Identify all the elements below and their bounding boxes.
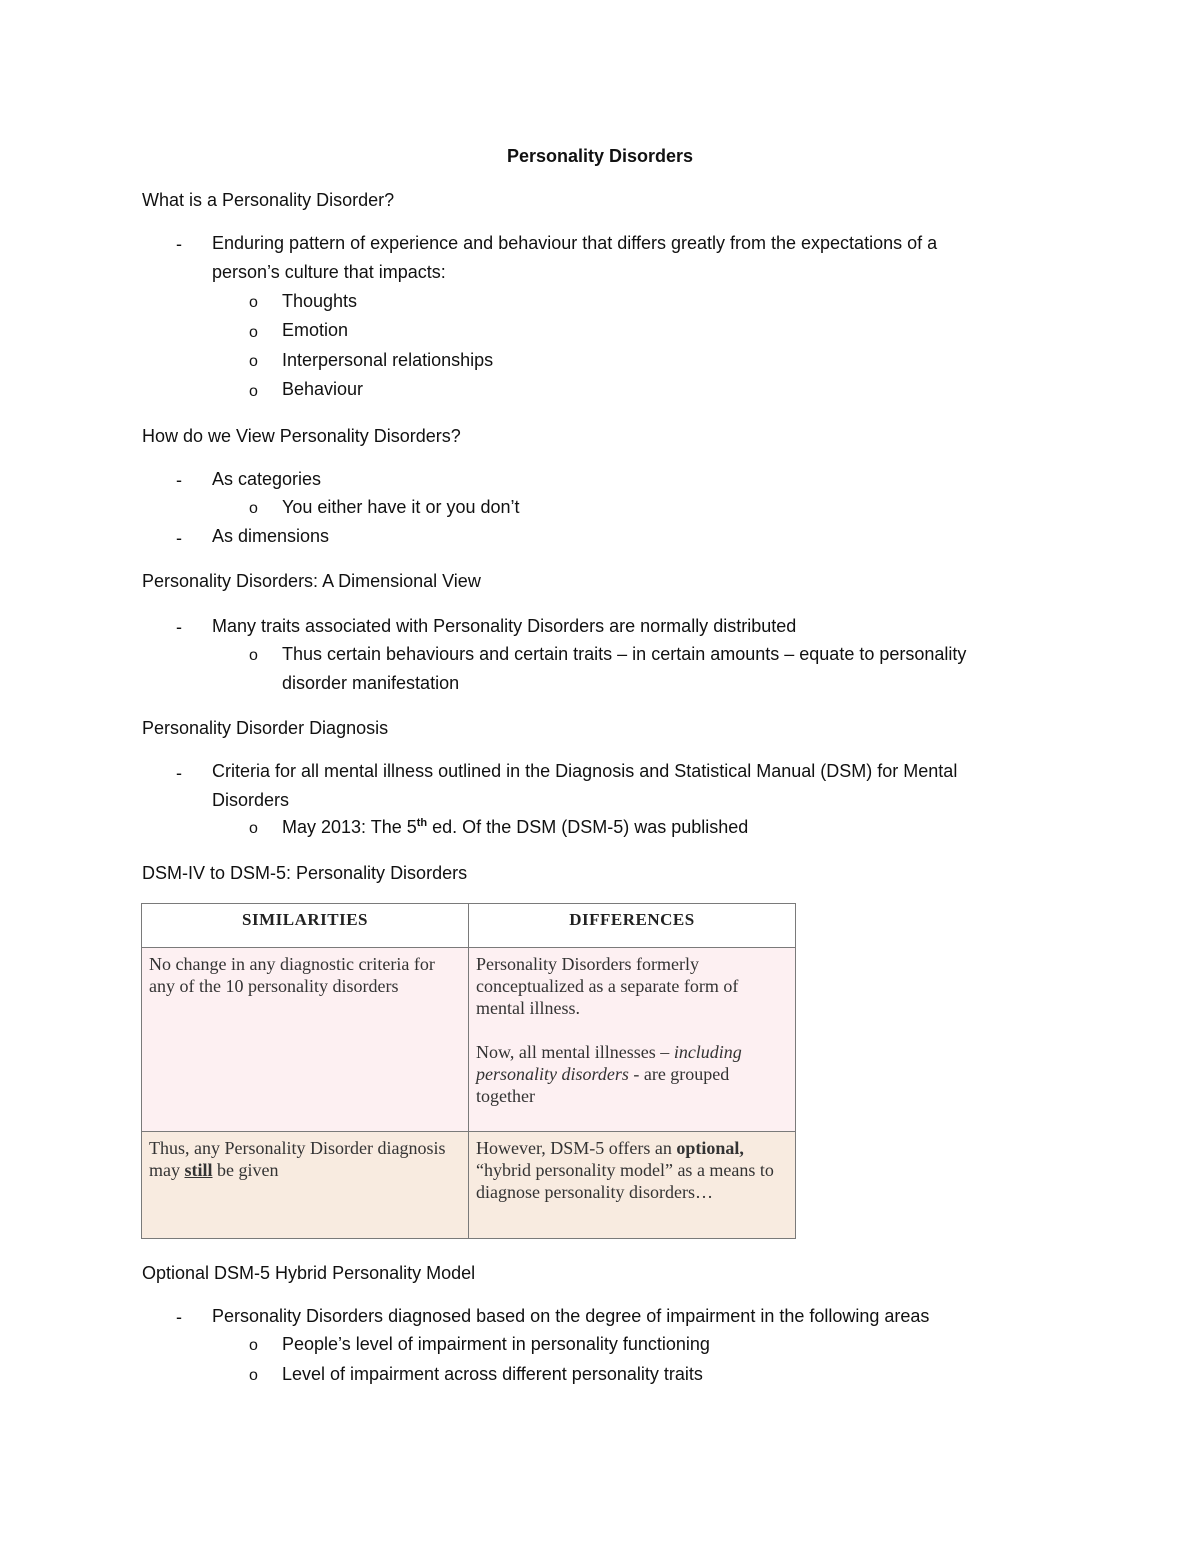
- difference-paragraph: [476, 1041, 788, 1107]
- heading-what-is: What is a Personality Disorder?: [142, 190, 395, 210]
- sub-bullet-marker: o: [249, 500, 258, 517]
- sub-bullet-marker: o: [249, 820, 258, 837]
- text-run: May 2013: The 5: [282, 817, 417, 837]
- bullet-line: Enduring pattern of experience and behaviour that differs greatly from the expectations of a: [212, 233, 938, 253]
- sub-bullet-marker: o: [249, 294, 258, 311]
- sub-item-personality-traits: Level of impairment across different personality traits: [282, 1364, 703, 1384]
- cell-difference-1: [469, 948, 796, 1132]
- sub-item-thoughts: Thoughts: [282, 291, 358, 311]
- table-header-row: [142, 904, 796, 948]
- sub-bullet-marker: o: [249, 383, 258, 400]
- bullet-line: Criteria for all mental illness outlined in the Diagnosis and Statistical Manual (DSM) for Mental: [212, 761, 958, 781]
- dash-marker: -: [176, 234, 182, 254]
- heading-how-view: How do we View Personality Disorders?: [142, 426, 461, 446]
- table-row: [142, 1132, 796, 1239]
- heading-dimensional: Personality Disorders: A Dimensional View: [142, 571, 481, 591]
- sub-bullet-marker: o: [249, 353, 258, 370]
- sub-item-personality-functioning: People’s level of impairment in personality functioning: [282, 1334, 710, 1354]
- sub-item-either: You either have it or you don’t: [282, 497, 520, 517]
- superscript: th: [416, 817, 428, 829]
- comparison-table: [141, 903, 796, 1239]
- sub-item-may-2013: [282, 813, 1052, 842]
- cell-difference-2: [469, 1132, 796, 1239]
- sub-line: disorder manifestation: [282, 673, 460, 693]
- heading-diagnosis: Personality Disorder Diagnosis: [142, 718, 389, 738]
- bullet-line: Disorders: [212, 790, 290, 810]
- sub-bullet-marker: o: [249, 1367, 258, 1384]
- difference-paragraph: Personality Disorders formerly conceptualized as a separate form of mental illness.: [476, 954, 739, 1018]
- header-differences: DIFFERENCES: [469, 904, 796, 948]
- bold-text: optional,: [676, 1138, 744, 1158]
- text-run: “hybrid personality model” as a means to diagnose personality disorders…: [476, 1160, 774, 1202]
- text-run: be given: [212, 1160, 279, 1180]
- table-row: [142, 948, 796, 1132]
- sub-bullet-marker: o: [249, 324, 258, 341]
- sub-bullet-marker: o: [249, 1337, 258, 1354]
- bullet-criteria: [212, 757, 1052, 815]
- dash-marker: -: [176, 470, 182, 490]
- emphasis-text: including personality disorders: [476, 1042, 742, 1084]
- header-similarities: SIMILARITIES: [142, 904, 469, 948]
- bullet-dimensions: As dimensions: [212, 526, 330, 546]
- bullet-enduring-pattern: [212, 229, 1052, 287]
- bullet-many-traits: Many traits associated with Personality Disorders are normally distributed: [212, 616, 797, 636]
- page-title: Personality Disorders: [506, 146, 694, 166]
- sub-bullet-marker: o: [249, 647, 258, 664]
- text-run: - are grouped together: [476, 1064, 730, 1106]
- text-run: ed. Of the DSM (DSM-5) was published: [427, 817, 749, 837]
- sub-line: Thus certain behaviours and certain traits – in certain amounts – equate to personality: [282, 644, 967, 664]
- heading-dsm-iv-to-5: DSM-IV to DSM-5: Personality Disorders: [142, 863, 468, 883]
- text-run: Now, all mental illnesses –: [476, 1042, 674, 1062]
- sub-item-interpersonal: Interpersonal relationships: [282, 350, 494, 370]
- cell-similarity-1: No change in any diagnostic criteria for any of the 10 personality disorders: [142, 948, 469, 1132]
- dash-marker: -: [176, 763, 182, 783]
- cell-similarity-2: [142, 1132, 469, 1239]
- text-run: Thus, any Personality Disorder diagnosis may: [149, 1138, 446, 1180]
- bullet-categories: As categories: [212, 469, 322, 489]
- bullet-line: person’s culture that impacts:: [212, 262, 446, 282]
- dash-marker: -: [176, 617, 182, 637]
- sub-item-behaviour: Behaviour: [282, 379, 364, 399]
- heading-hybrid-model: Optional DSM-5 Hybrid Personality Model: [142, 1263, 476, 1283]
- text-run: However, DSM-5 offers an: [476, 1138, 677, 1158]
- bullet-diagnosed-based: Personality Disorders diagnosed based on the degree of impairment in the following areas: [212, 1306, 930, 1326]
- sub-item-thus-certain: [282, 640, 1052, 698]
- underlined-bold-text: still: [184, 1160, 213, 1180]
- dash-marker: -: [176, 528, 182, 548]
- dash-marker: -: [176, 1307, 182, 1327]
- sub-item-emotion: Emotion: [282, 320, 349, 340]
